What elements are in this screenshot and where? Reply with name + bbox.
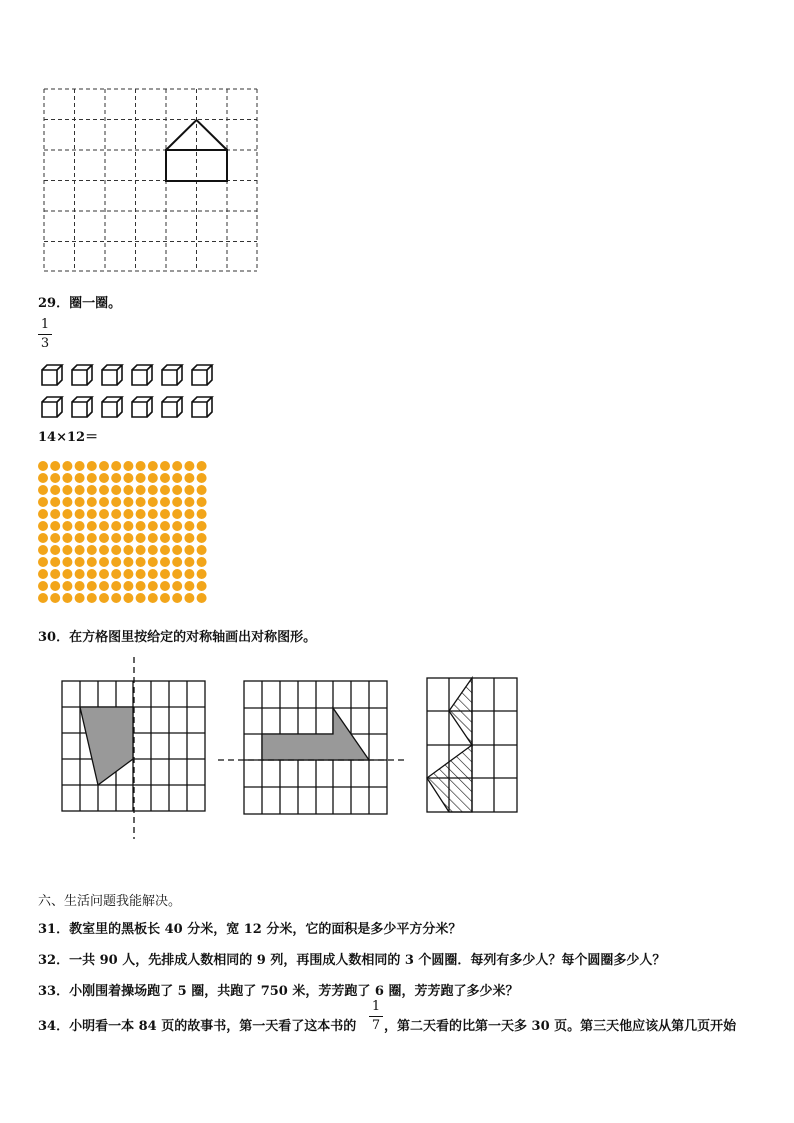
dot xyxy=(75,461,85,471)
dot xyxy=(160,593,170,603)
dot xyxy=(184,485,194,495)
dot xyxy=(148,557,158,567)
dot xyxy=(38,461,48,471)
dot xyxy=(50,569,60,579)
cube-icon xyxy=(72,397,92,417)
fraction-one-seventh: 1 7 xyxy=(369,1000,383,1033)
dot xyxy=(111,557,121,567)
dot xyxy=(184,521,194,531)
dot xyxy=(87,545,97,555)
dot xyxy=(75,497,85,507)
dot xyxy=(136,509,146,519)
dot xyxy=(148,581,158,591)
cube-icons-grid xyxy=(40,362,240,422)
dot xyxy=(160,497,170,507)
dot xyxy=(123,485,133,495)
dot xyxy=(136,581,146,591)
dot xyxy=(111,545,121,555)
dot xyxy=(50,497,60,507)
dot xyxy=(123,557,133,567)
dot xyxy=(99,593,109,603)
dot xyxy=(62,557,72,567)
dot xyxy=(38,545,48,555)
dot xyxy=(160,581,170,591)
dot xyxy=(62,581,72,591)
dot xyxy=(50,521,60,531)
dot xyxy=(50,581,60,591)
dot xyxy=(148,533,158,543)
question-30-title: 30．在方格图里按给定的对称轴画出对称图形。 xyxy=(38,630,317,645)
dot xyxy=(75,509,85,519)
dot xyxy=(148,569,158,579)
dot xyxy=(172,569,182,579)
dot xyxy=(197,509,207,519)
dot xyxy=(160,545,170,555)
dot xyxy=(123,461,133,471)
dot xyxy=(87,473,97,483)
dot xyxy=(62,473,72,483)
symmetry-figure-3 xyxy=(425,676,525,816)
dot xyxy=(136,569,146,579)
dot xyxy=(62,497,72,507)
dot xyxy=(148,497,158,507)
dot xyxy=(123,473,133,483)
dot xyxy=(111,497,121,507)
dot xyxy=(111,521,121,531)
dot xyxy=(197,557,207,567)
dot xyxy=(62,593,72,603)
dot xyxy=(172,461,182,471)
dot xyxy=(197,569,207,579)
dot xyxy=(75,545,85,555)
dot xyxy=(62,461,72,471)
dot xyxy=(50,557,60,567)
dot xyxy=(75,569,85,579)
dot xyxy=(123,533,133,543)
dot xyxy=(184,581,194,591)
dot xyxy=(123,509,133,519)
dot xyxy=(172,473,182,483)
dot xyxy=(148,461,158,471)
dot xyxy=(136,533,146,543)
dot xyxy=(148,473,158,483)
dot xyxy=(197,581,207,591)
dot xyxy=(111,509,121,519)
question-29-title: 29．圈一圈。 xyxy=(38,296,122,311)
question-34-part2: ，第二天看的比第一天多 30 页。第三天他应该从第几页开始 xyxy=(384,1019,737,1034)
dot xyxy=(172,545,182,555)
dot xyxy=(197,497,207,507)
dot xyxy=(136,461,146,471)
cube-icon xyxy=(162,365,182,385)
dot xyxy=(87,485,97,495)
dot xyxy=(184,569,194,579)
dot xyxy=(38,569,48,579)
dot xyxy=(197,461,207,471)
dot xyxy=(172,557,182,567)
cube-icon xyxy=(162,397,182,417)
dot xyxy=(123,521,133,531)
dot xyxy=(50,593,60,603)
dot xyxy=(87,557,97,567)
dot xyxy=(172,521,182,531)
question-29-expression: 14×12＝ xyxy=(38,430,99,445)
fraction-one-third: 1 3 xyxy=(38,318,52,351)
dot xyxy=(136,497,146,507)
dot xyxy=(123,581,133,591)
dot xyxy=(99,473,109,483)
dot xyxy=(75,593,85,603)
dot xyxy=(148,485,158,495)
dot xyxy=(87,581,97,591)
dot xyxy=(99,461,109,471)
dot xyxy=(75,521,85,531)
dot xyxy=(160,461,170,471)
dot xyxy=(111,533,121,543)
dot xyxy=(87,533,97,543)
dot xyxy=(62,485,72,495)
question-33: 33．小刚围着操场跑了 5 圈，共跑了 750 米，芳芳跑了 6 圈，芳芳跑了多少米？ xyxy=(38,984,519,999)
question-32: 32．一共 90 人，先排成人数相同的 9 列，再围成人数相同的 3 个圆圈．每列有多少人？每个圆圈多少人？ xyxy=(38,953,666,968)
dot xyxy=(87,461,97,471)
question-34-part1: 34．小明看一本 84 页的故事书，第一天看了这本书的 xyxy=(38,1019,357,1034)
dot xyxy=(123,569,133,579)
dot xyxy=(38,557,48,567)
dot xyxy=(38,581,48,591)
dot xyxy=(136,545,146,555)
dot xyxy=(62,569,72,579)
dot xyxy=(172,497,182,507)
dot xyxy=(50,509,60,519)
dot xyxy=(62,533,72,543)
dot xyxy=(123,497,133,507)
dot xyxy=(184,545,194,555)
section-6-title: 六、生活问题我能解决。 xyxy=(38,894,182,909)
dot xyxy=(136,521,146,531)
dot xyxy=(148,509,158,519)
dot xyxy=(99,497,109,507)
dot xyxy=(99,521,109,531)
dot xyxy=(75,581,85,591)
dot xyxy=(160,521,170,531)
dot-array-figure xyxy=(36,460,216,610)
dot xyxy=(99,509,109,519)
dot xyxy=(197,533,207,543)
dot xyxy=(75,485,85,495)
dot xyxy=(197,593,207,603)
dot xyxy=(38,593,48,603)
cube-icon xyxy=(102,397,122,417)
dot xyxy=(38,473,48,483)
dot xyxy=(172,533,182,543)
dot xyxy=(111,569,121,579)
dot xyxy=(136,593,146,603)
dot xyxy=(50,545,60,555)
dashed-grid-house-figure xyxy=(44,89,264,274)
cube-icon xyxy=(132,397,152,417)
dot xyxy=(87,509,97,519)
dot xyxy=(184,509,194,519)
dot xyxy=(184,557,194,567)
dot xyxy=(197,473,207,483)
cube-icon xyxy=(42,397,62,417)
dot xyxy=(184,593,194,603)
dot xyxy=(38,533,48,543)
symmetry-figure-2 xyxy=(216,678,406,818)
dot xyxy=(184,497,194,507)
dot xyxy=(197,485,207,495)
dot xyxy=(172,581,182,591)
dot xyxy=(87,593,97,603)
dot xyxy=(172,593,182,603)
dot xyxy=(99,545,109,555)
dot xyxy=(172,509,182,519)
dot xyxy=(111,593,121,603)
dot xyxy=(160,557,170,567)
dot xyxy=(123,593,133,603)
cube-icon xyxy=(42,365,62,385)
dot xyxy=(160,569,170,579)
dot xyxy=(99,533,109,543)
dot xyxy=(99,557,109,567)
dot xyxy=(123,545,133,555)
dot xyxy=(50,485,60,495)
dot xyxy=(87,569,97,579)
dot xyxy=(160,473,170,483)
dot xyxy=(197,545,207,555)
dot xyxy=(75,557,85,567)
cube-icon xyxy=(192,397,212,417)
dot xyxy=(111,485,121,495)
dot xyxy=(136,473,146,483)
cube-icon xyxy=(72,365,92,385)
dot xyxy=(50,533,60,543)
cube-icon xyxy=(192,365,212,385)
cube-icon xyxy=(102,365,122,385)
dot xyxy=(111,461,121,471)
dot xyxy=(160,533,170,543)
dot xyxy=(148,521,158,531)
dot xyxy=(38,509,48,519)
dot xyxy=(38,485,48,495)
dot xyxy=(99,569,109,579)
dot xyxy=(148,593,158,603)
dot xyxy=(160,485,170,495)
dot xyxy=(184,473,194,483)
dot xyxy=(62,521,72,531)
dot xyxy=(160,509,170,519)
dot xyxy=(197,521,207,531)
dot xyxy=(50,473,60,483)
dot xyxy=(50,461,60,471)
dot xyxy=(136,485,146,495)
dot xyxy=(184,533,194,543)
dot xyxy=(99,581,109,591)
dot xyxy=(111,581,121,591)
dot xyxy=(87,521,97,531)
dot xyxy=(62,509,72,519)
dot xyxy=(38,497,48,507)
dot xyxy=(184,461,194,471)
dot xyxy=(99,485,109,495)
symmetry-figure-1 xyxy=(60,657,220,827)
dot xyxy=(136,557,146,567)
dot xyxy=(148,545,158,555)
dot xyxy=(87,497,97,507)
question-31: 31．教室里的黑板长 40 分米，宽 12 分米，它的面积是多少平方分米？ xyxy=(38,922,462,937)
dot xyxy=(75,473,85,483)
dot xyxy=(38,521,48,531)
dot xyxy=(62,545,72,555)
dot xyxy=(111,473,121,483)
dot xyxy=(172,485,182,495)
cube-icon xyxy=(132,365,152,385)
dot xyxy=(75,533,85,543)
